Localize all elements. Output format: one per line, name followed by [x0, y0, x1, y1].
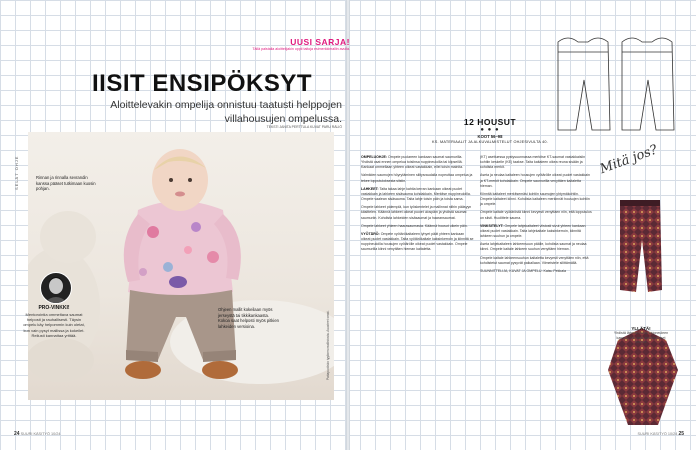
- knit-tip-box: [611, 326, 671, 345]
- article-intro: Aloittelevakin ompelija onnistuu taatusti helppojen villahousujen ompelussa.: [110, 99, 342, 125]
- pro-tip-body: Mentorointia ommeltava saumat helposti ja rauhallisesti. Täysin ompelu käy helpommin kuin oletat, kun vain pysyt mallissa ja kokeilet. Reilusti kannattaa yrittää.: [23, 312, 85, 338]
- pro-tip-box: [23, 305, 85, 338]
- pro-tip-heading: PRO-VINKKI!: [38, 305, 70, 311]
- paragraph: Ompele lahkeet pidempiä, kun työskentelet ja mallinnat niihin pääsyyn käsittelen. Käännä lahkeet oikeat puolet ulospäin ja yhdistä saumat saumuriin. Kohdista lahkeiden sisäsaumat ja haaransaumat.: [361, 205, 472, 220]
- what-if-heading: Mitä jos?: [598, 142, 660, 178]
- pattern-materials: KS. MATERIAALIT JA ALKUVALMISTELUT OHJESIVULTA 40.: [432, 140, 548, 144]
- baby-photo: [28, 132, 334, 400]
- article-credits: TEKSTI JANITA PERTTULA KUVAT PARU RÄLIÖ: [266, 125, 342, 129]
- page-number-right: 25: [678, 431, 684, 437]
- instructions-column-2: [480, 155, 592, 277]
- knit-tip-body: Yhdistä lämmin kuosi kirjoneuleen kanssa, niin saat ainutlaatuiset housut.: [613, 331, 669, 345]
- series-subheading: Tällä palstalla aloittelijakin oppii taitoja esimerkkimallin avulla.: [252, 47, 350, 51]
- article-title: IISIT ENSIPÖKSYT: [92, 70, 313, 97]
- paragraph: LAHKEET: Taita takaa lahje kahtia kerran kankaan oikeat puolet vastakkain ja lahkeen sisäsauma kohdakkain. Merkitse nuppineuloilla. Ompele vaalean sisäsauma. Taita lahje toisin päin ja toista sama.: [361, 186, 471, 202]
- paragraph: Kiinnitä kaitaleet merkitsemäsi kohtiin saumojen yhtymäkohtiin. Ompele kaitaleet kiinni. Kohdista kaitaleen merkinnät housujen kohtiin ja ompele.: [480, 191, 590, 207]
- paragraph: Valmiiden saumojen höyrytäminen silitysraudalla nopeuttaa ompelua ja tekee lopputuloksesta siistin.: [361, 173, 473, 183]
- instructions-column-1: [361, 155, 474, 256]
- footer-mag-left: SUURI KÄSITYÖ 10/24: [20, 432, 61, 436]
- baby-illustration: [28, 132, 334, 400]
- footer-mag-right: SUURI KÄSITYÖ 10/24: [637, 432, 678, 436]
- paragraph: VYÖTÄRÖ: Ompele vyötärökaitaleen lyhyet päät yhteen kankaan oikeat puolet vastakkain. Taita vyötärökaitale kaksinkerroin ja kiinnitä se nuppineuloilla housujen vyötärölle oikeat puolet vastakkain. Ompele saumurilla kiinni venyttäen hieman kaitaletta.: [361, 231, 474, 252]
- footer-left: [14, 431, 61, 437]
- pattern-title: 12 HOUSUT: [463, 117, 517, 127]
- paragraph: VINKSITELYT: Ompele lahjekaitaleet viistosti sivut yhteen kankaan oikeat puolet vastakkain. Taita lahjekaitale kaksinkerroin, kiinnitä lahkeen suuhun ja ompele.: [480, 223, 586, 239]
- avatar: [40, 272, 72, 304]
- vertical-section-label: SELÄT OHJE: [14, 155, 19, 190]
- paragraph: (KT) asettuessa pystysuunnassa merkitse KT-saumat vastakkaisiin kohtiin keskelle (KE) taakse. Taita kaitaleen oikea reuna sisään ja kohdista merkit.: [480, 155, 586, 170]
- footer-right: [637, 431, 684, 437]
- paragraph: Ompele kaitale lahkeensuuhun kaitaletta kevyesti venyttäen niin, että kohdistetut saumat pysyvät paikallaan. Viimeistele silittämällä.: [480, 255, 589, 265]
- photo-credit: Paitapuolisko tyylinen mallistosta. Asusteet omat.: [326, 310, 330, 380]
- pattern-sizes: KOOT 56–98: [477, 134, 503, 139]
- leggings-photo: [598, 200, 688, 425]
- designer-credit: SUUNNITTELIJA, KUVAT JA OMPELU: Kaisu Pekkala: [480, 268, 566, 273]
- paragraph: Ompele kaitale vyötäröstä kiinni kevyesti venyttäen niin, että lopputulos on siisti. Huolittele sauma.: [480, 210, 592, 220]
- photo-caption-a: Rinnan ja rinnalla sevrandin kanssa pääset tutkimaan kuosin pohjan.: [36, 175, 96, 192]
- pattern-header: [410, 117, 570, 144]
- paragraph: OMPELUOHJE: Ompele puolareen kankaan saumat saumurilla. Yhdistä osat ennen ompelua toisiinsa nuppineuloilla tai klipseillä. Kankaat ommellaan yhteen oikeat vastakkain, ellei toisin mainita.: [361, 155, 464, 170]
- paragraph: Ompele lahkeet yhteen haarasaumasta. Käännä housut oikein päin.: [361, 223, 468, 228]
- series-heading: UUSI SARJA!: [290, 37, 350, 47]
- difficulty-dots: ● ● ●: [480, 127, 500, 133]
- knit-tip-heading: YLLÄTÄ!: [631, 326, 651, 331]
- paragraph: Aseta ja neulaa kaitaleen housujen vyötärölle oikeat puolet vastakkain ja KT-merkit kohdakkain. Ompele saumurilla venyttäen kaitaletta hieman.: [480, 173, 591, 188]
- paragraph: Aseta lahjekaitaleen lahkeensuun päälle, kohdista saumat ja neulaa kiinni. Ompele kaitale lahkeen suuhun venyttäen hieman.: [480, 242, 587, 252]
- page-gutter: [346, 0, 350, 450]
- photo-caption-b: Ohjeen mallit kokeilaan myös jerseystä tai tikkikankaasta. Kokoa saat helposti myös pitkien lahkeiden versioina.: [218, 307, 279, 329]
- page-number-left: 24: [14, 431, 20, 437]
